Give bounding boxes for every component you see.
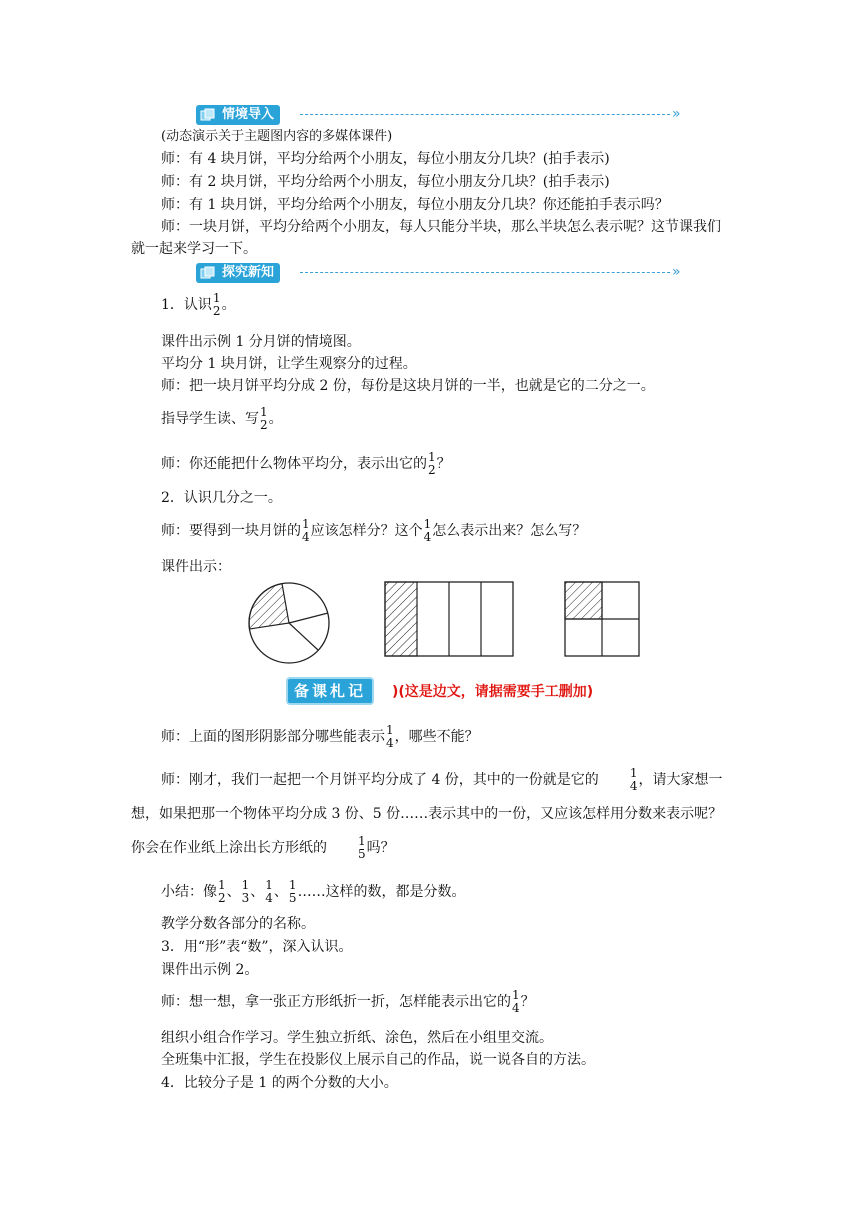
step-2-line-1: 师：要得到一块月饼的 1 4 应该怎样分？这个 1 4 怎么表示出来？怎么写？ [161,517,587,544]
step-1-line-3: 师：把一块月饼平均分成 2 份，每份是这块月饼的一半，也就是它的二分之一。 [161,378,655,394]
intro-line-1: 师：有 4 块月饼，平均分给两个小朋友，每位小朋友分几块？(拍手表示) [161,151,610,167]
rectangle-figure [385,582,513,656]
fraction-1-5: 1 5 [358,834,366,861]
circle-figure [249,583,329,663]
fraction-1-3: 1 3 [241,878,250,905]
fraction-1-4: 1 4 [386,723,394,750]
section-title-explore: 探究新知 [222,265,275,280]
step-2-line-3: 师：上面的图形阴影部分哪些能表示 1 4 ，哪些不能？ [161,723,479,750]
section-badge-explore [196,263,280,283]
fraction-1-2: 1 2 [260,405,268,432]
step-3-line-3: 组织小组合作学习。学生独立折纸、涂色，然后在小组里交流。 [161,1030,553,1046]
fraction-1-4: 1 4 [512,988,520,1015]
notes-badge: 备课札记 [286,677,374,705]
intro-line-3: 师：有 1 块月饼，平均分给两个小朋友，每位小朋友分几块？你还能拍手表示吗？ [161,197,669,213]
fraction-1-2: 1 2 [428,450,436,477]
step-3-line-1: 课件出示例 2。 [161,962,259,978]
step-3-line-2: 师：想一想，拿一张正方形纸折一折，怎样能表示出它的 1 4 ？ [161,988,535,1015]
fraction-1-2: 1 2 [218,878,226,905]
step-2-paragraph: 师：刚才，我们一起把一个月饼平均分成了 4 份，其中的一份就是它的 1 4 ，请大家想一想，如果把那一个物体平均分成 3 份、5 份……表示其中的一份，又应该怎样用分数来表示呢？你会在作业纸上涂出长方形纸的 1 5 吗？ [131,766,723,861]
double-arrow-icon: » [672,264,681,280]
fraction-1-4: 1 4 [423,517,432,544]
intro-paragraph: 师：一块月饼，平均分给两个小朋友，每人只能分半块，那么半块怎么表示呢？这节课我们就一起来学习一下。 [131,219,721,257]
divider-dashed [300,272,670,273]
step-1-line-2: 平均分 1 块月饼，让学生观察分的过程。 [161,356,417,372]
fraction-figures [240,578,650,668]
step-1-heading: 1．认识 1 2 。 [161,291,236,318]
divider-dashed [300,114,670,115]
step-2-line-2: 课件出示： [161,559,231,575]
book-icon [200,266,216,280]
margin-note: )(这是边文，请据需要手工删加) [392,684,594,700]
fraction-1-4: 1 4 [265,878,273,905]
step-4-heading: 4．比较分子是 1 的两个分数的大小。 [161,1075,398,1091]
step-1-line-4: 指导学生读、写 1 2 。 [161,405,283,432]
intro-line-2: 师：有 2 块月饼，平均分给两个小朋友，每位小朋友分几块？(拍手表示) [161,174,610,190]
summary-line: 小结：像 1 2 、 1 3 、 1 4 、 1 5 ……这样的数，都是分数。 [161,878,466,905]
fraction-1-2: 1 2 [212,291,221,318]
square-figure [565,582,639,656]
step-1-line-5: 师：你还能把什么物体平均分，表示出它的 1 2 ？ [161,450,451,477]
section-badge-intro [196,105,280,125]
double-arrow-icon: » [672,106,681,122]
step-3-heading: 3．用“形”表“数”，深入认识。 [161,939,353,955]
step-1-line-1: 课件出示例 1 分月饼的情境图。 [161,334,361,350]
book-icon [200,108,216,122]
step-2-heading: 2．认识几分之一。 [161,490,282,506]
step-2-line-4: 教学分数各部分的名称。 [161,916,315,932]
fraction-1-5: 1 5 [288,878,297,905]
fraction-1-4: 1 4 [629,766,638,793]
step-3-line-4: 全班集中汇报，学生在投影仪上展示自己的作品，说一说各自的方法。 [161,1052,595,1068]
section-title-intro: 情境导入 [222,107,275,122]
intro-note: (动态演示关于主题图内容的多媒体课件) [161,129,393,144]
fraction-1-4: 1 4 [302,517,310,544]
